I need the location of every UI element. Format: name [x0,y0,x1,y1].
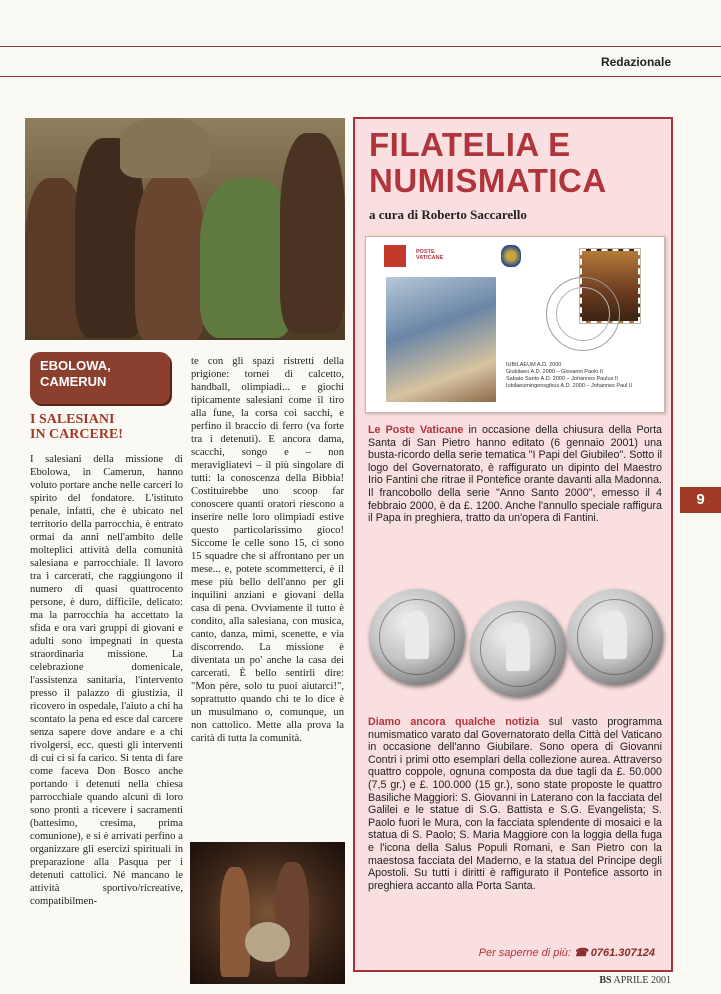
article-column-2: te con gli spazi ristretti della prigione: tornei di calcetto, handball, olimpiadi... e giochi tipicamente salesiani come il tiro alla fune, la corsa coi sacchi, e perfino il braccio di ferro (va forte tra i detenuti). E ancora dama, scacchi, songo e – non meravigliatevi – il più singolare di tutti: la conoscenza della Bibbia! Costituirebbe uno scoop far conoscere quanti oratori riescono a inserire nelle loro olimpiadi estive questo particolarissimo gioco! Siccome le celle sono 15, ci sono 15 squadre che si affrontano per un mese... e, potete scommetterci, è il mese più bello dell'anno per gli inquilini anziani e giovani della casa di pena. Ovviamente il tutto è condito, alla salesiana, con musica, canto, danza, mimi, scenette, e via discorrendo. La missione è diventata un po' anche la casa dei carcerati. È bello sentirli dire: "Mon père, solo tu puoi aiutarci!", soprattutto quando chi te lo dice è un musulmano o, comunque, un non cattolico. Mette alla prova la carità di tutta la comunità. [191,356,344,744]
governorate-emblem-icon [501,245,521,267]
poste-vaticane-label: POSTE VATICANE [416,249,444,261]
contact-phone: ☎ 0761.307124 [574,947,655,959]
coins-paragraph-text: sul vasto programma numismatico varato dal Governatorato della Città del Vaticano in occasione dell'anno Giubilare. Sono opera di Giovanni Contri i primi otto esemplari della collezione aurea. Attraverso quattro coppole, ognuna composta da due tagli da £. 50.000 (7,5 gr.) e £. 100.000 (15 gr.), sono state proposte le quattro Basiliche Maggiori: S. Giovanni in Laterano con la facciata del Galilei e le statue di S.G. Battista e S.G. Evangelista; S. Paolo fuori le Mura, con la facciata splendente di mosaici e la statua di S. Paolo; S. Maria Maggiore con la loggia della fuga e l'icona della Salus Populi Romani, e San Pietro con la maestosa facciata del Maderno, e la statua del Principe degli Apostoli. Su tutti i diritti è raffigurato il Pontefice assorto in preghiera accanto alla Porta Santa. [368,716,662,892]
coin-1 [369,589,465,685]
vatican-logo-icon [384,245,406,267]
location-text: EBOLOWA, CAMERUN [40,358,111,389]
coin-3 [567,589,663,685]
contact-label: Per saperne di più: [478,947,574,959]
coins-paragraph [368,716,662,892]
box-title: FILATELIA E NUMISMATICA [369,126,607,199]
location-badge [30,352,170,404]
philately-box [353,117,673,972]
commemorative-envelope [365,236,665,413]
header-rule [0,76,721,77]
stamp-paragraph-lead: Le Poste Vaticane [368,424,464,436]
issue-date: APRILE 2001 [613,975,671,986]
pope-painting [386,277,496,402]
stamp-paragraph [368,424,662,525]
box-author: a cura di Roberto Saccarello [369,207,527,222]
sports-photo [190,842,345,984]
article-headline: I SALESIANI IN CARCERE! [30,412,123,442]
special-postmark-icon [546,277,620,351]
magazine-name: BS [599,975,612,986]
page-number-tab: 9 [680,487,721,513]
coins-paragraph-lead: Diamo ancora qualche notizia [368,716,540,728]
article-column-1: I salesiani della missione di Ebolowa, in Camerun, hanno voluto portare anche nelle carceri lo spirito del fondatore. L'istituto penale, infatti, che è ubicato nel territorio della parrocchia, è entrato ormai da anni nell'ambito delle molteplici attività della comunità salesiana e parrocchiale. Il lavoro tra i carcerati, che raggiungono il numero di quasi quattrocento persone, è duro, difficile, delicato: ma la parrocchia ha accettato la sfida e ora vari gruppi di giovani e adulti sono impegnati in questa straordinaria missione. La celebrazione domenicale, l'assistenza sanitaria, l'intervento presso il palazzo di giustizia, il ricovero in ospedale, l'aiuto a chi ha scontato la pena ed esce dal carcere senza sapere dove andare e a chi rivolgersi, ecc. questi gli interventi di cui ci si fa carico. Si tenta di fare come faceva Don Bosco anche portando i detenuti nella chiesa parrocchiale quando alcuni di loro sono pronti a ricevere i sacramenti (battesimo, cresima, prima comunione), e si è arrivati perfino a organizzare gli esercizi spirituali in preparazione alla Pasqua per i detenuti cattolici. Né mancano le attività sportivo/ricreative, compatibilmen- [30,454,183,907]
top-rule [0,46,721,47]
stamp-paragraph-text: in occasione della chiusura della Porta Santa di San Pietro hanno editato (6 gennaio 2001) una busta-ricordo della serie tematica "I Papi del Giubileo". Sotto il logo del Governatorato, è raffigurato un dipinto del Maestro Irio Fantini che ritrae il Pontefice orante davanti alla Madonna. Il francobollo della serie "Anno Santo 2000", emesso il 4 febbraio 2000, è da £. 1200. Anche l'annullo speciale raffigura il Papa in preghiera, tratto da un'opera di Fantini. [368,424,662,525]
contact-line [479,946,655,959]
envelope-caption: IUBILAEUM A.D. 2000 Giubilaeo A.D. 2000 – Giovanni Paolo II Sabato Santo A.D. 2000 – Johannes Paulus II Iubilaeumingensgibus A.D. 2000 – Johannes Paul II [506,362,632,389]
page-footer [599,975,671,986]
coin-2 [470,601,566,697]
prisoners-photo [25,118,345,340]
section-label: Redazionale [600,55,671,69]
